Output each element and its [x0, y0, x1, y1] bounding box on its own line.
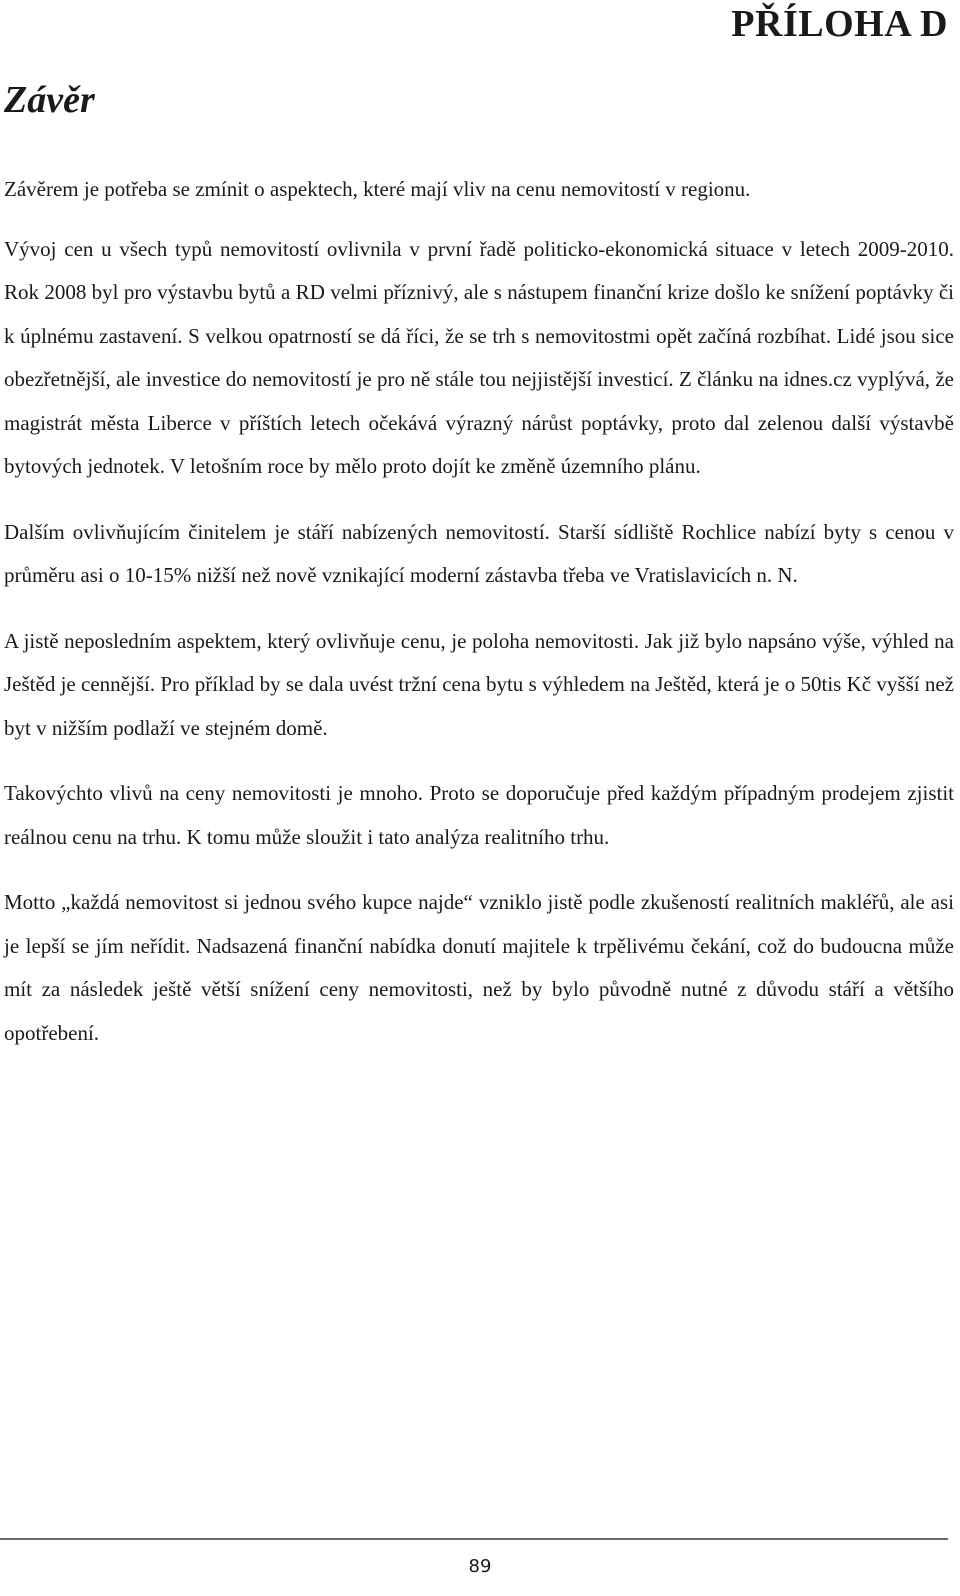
body-text — [4, 168, 954, 1077]
paragraph-motto: Motto „každá nemovitost si jednou svého kupce najde“ vzniklo jistě podle zkušeností realitních makléřů, ale asi je lepší se jím neřídit. Nadsazená finanční nabídka donutí majitele k trpělivému čekání, což do budoucna může mít za následek ještě větší snížení ceny nemovitosti, než by bylo původně nutné z důvodu stáří a většího opotřebení. — [4, 890, 954, 1045]
paragraph-property-age: Dalším ovlivňujícím činitelem je stáří nabízených nemovitostí. Starší sídliště Rochlice nabízí byty s cenou v průměru asi o 10-15% nižší než nově vznikající moderní zástavba třeba ve Vratislavicích n. N. — [4, 519, 954, 587]
page-footer — [0, 1538, 960, 1577]
appendix-heading: PŘÍLOHA D — [731, 3, 948, 45]
page-number: 89 — [468, 1556, 492, 1577]
paragraph-many-influences: Takovýchto vlivů na ceny nemovitosti je mnoho. Proto se doporučuje před každým případným prodejem zjistit reálnou cenu na trhu. K tomu může sloužit i tato analýza realitního trhu. — [4, 781, 954, 849]
paragraph-intro: Závěrem je potřeba se zmínit o aspektech, které mají vliv na cenu nemovitostí v regionu. — [4, 177, 751, 201]
paragraph-price-development: Vývoj cen u všech typů nemovitostí ovlivnila v první řadě politicko-ekonomická situace v letech 2009-2010. Rok 2008 byl pro výstavbu bytů a RD velmi příznivý, ale s nástupem finanční krize došlo ke snížení poptávky či k úplnému zastavení. S velkou opatrností se dá říci, že se trh s nemovitostmi opět začíná rozbíhat. Lidé jsou sice obezřetnější, ale investice do nemovitostí je pro ně stále tou nejjistější investicí. Z článku na idnes.cz vyplývá, že magistrát města Liberce v příštích letech očekává výrazný nárůst poptávky, proto dal zelenou další výstavbě bytových jednotek. V letošním roce by mělo proto dojít ke změně územního plánu. — [4, 236, 954, 478]
paragraph-location: A jistě neposledním aspektem, který ovlivňuje cenu, je poloha nemovitosti. Jak již bylo napsáno výše, výhled na Ještěd je cennější. Pro příklad by se dala uvést tržní cena bytu s výhledem na Ještěd, která je o 50tis Kč vyšší než byt v nižším podlaží ve stejném domě. — [4, 628, 954, 740]
chapter-title: Závěr — [4, 79, 95, 121]
footer-divider — [0, 1538, 948, 1540]
